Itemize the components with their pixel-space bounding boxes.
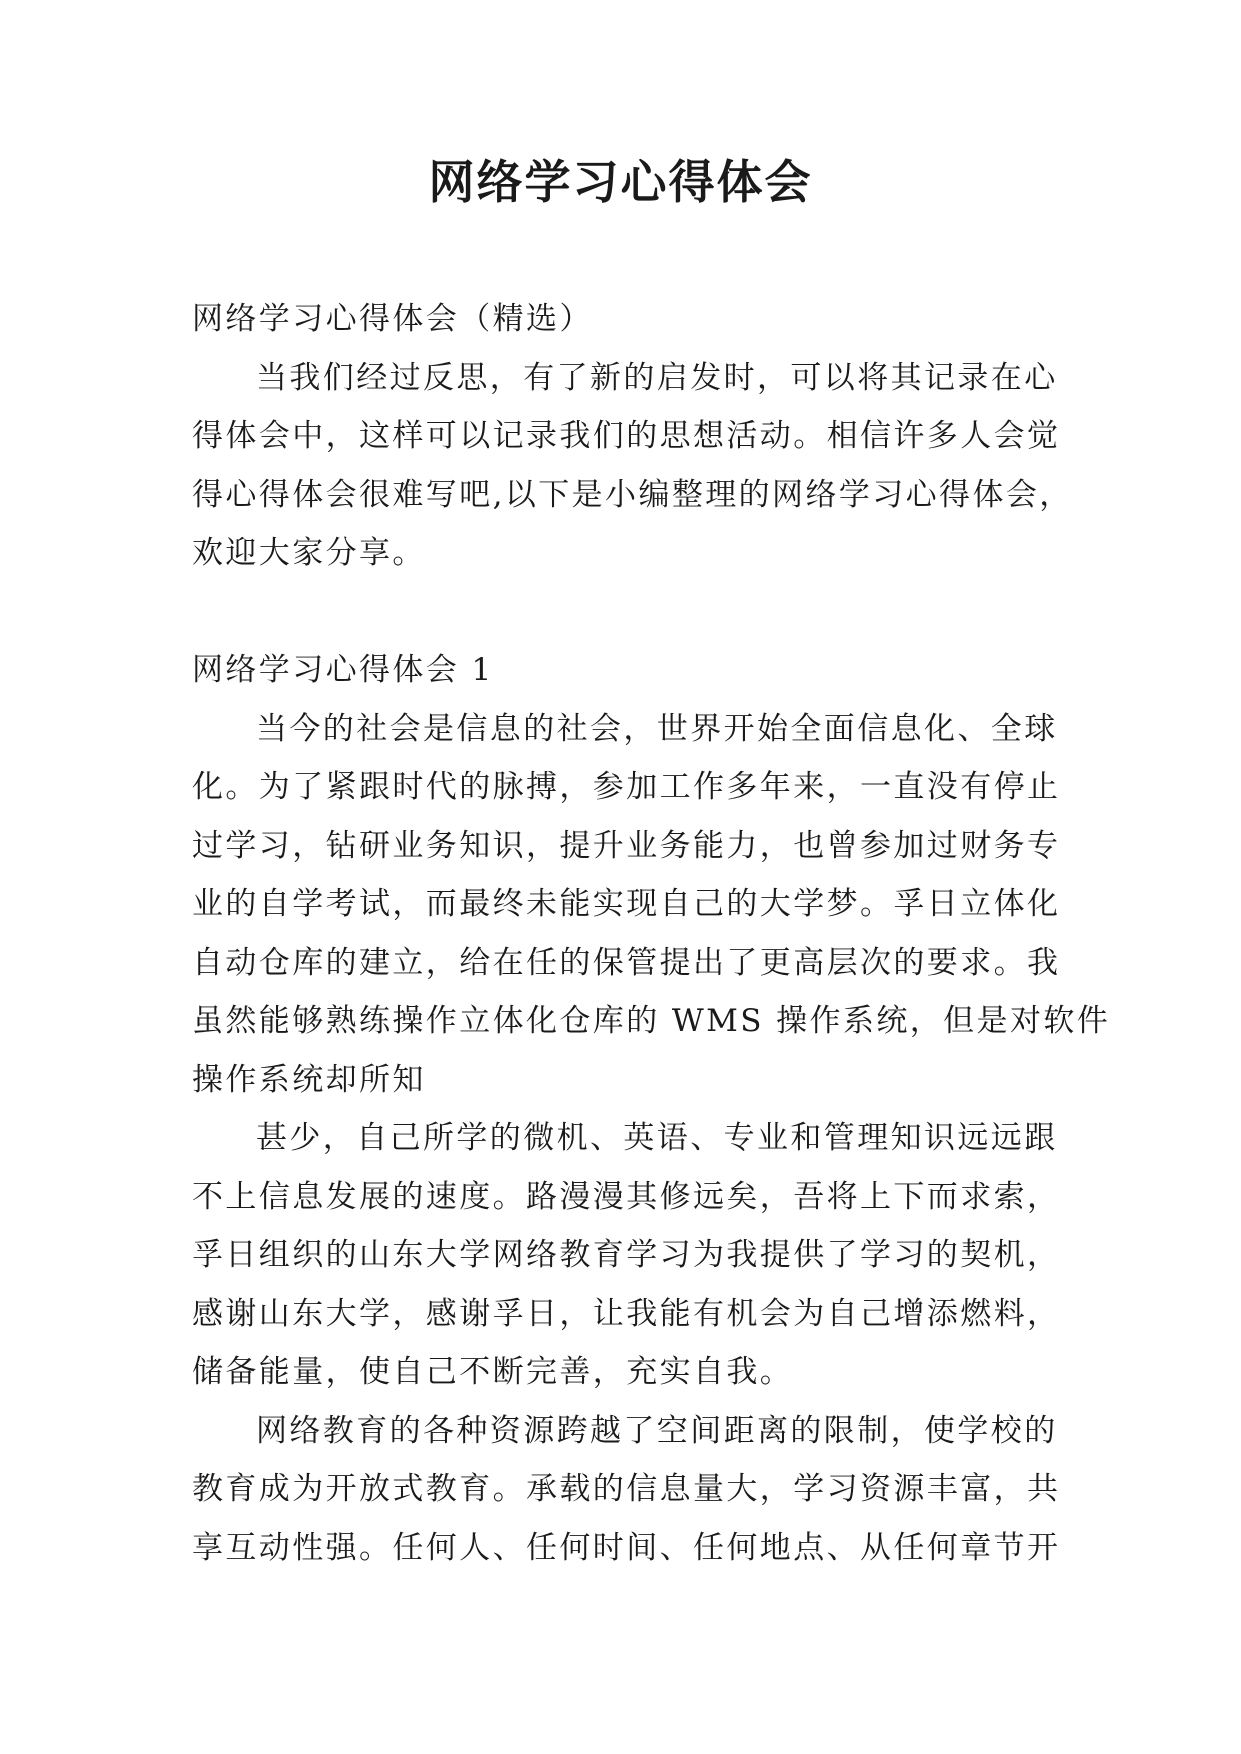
section-heading <box>192 290 1062 349</box>
paragraph-line: 欢迎大家分享。 <box>192 535 426 571</box>
paragraph-line: 自动仓库的建立，给在任的保管提出了更高层次的要求。我 <box>192 944 1061 981</box>
paragraph-line: 过学习，钻研业务知识，提升业务能力，也曾参加过财务专 <box>192 827 1061 864</box>
paragraph-line: 当我们经过反思，有了新的启发时，可以将其记录在心 <box>256 359 1058 396</box>
paragraph-line: 业的自学考试，而最终未能实现自己的大学梦。孚日立体化 <box>192 886 1061 922</box>
paragraph <box>192 1402 1062 1578</box>
paragraph-line: 化。为了紧跟时代的脉搏，参加工作多年来，一直没有停止 <box>192 769 1061 805</box>
paragraph-line: 操作系统却所知 <box>192 1061 426 1098</box>
paragraph-line: 甚少，自己所学的微机、英语、专业和管理知识远远跟 <box>256 1120 1058 1156</box>
paragraph-line: 得心得体会很难写吧,以下是小编整理的网络学习心得体会， <box>192 476 1073 513</box>
paragraph-line: 储备能量，使自己不断完善，充实自我。 <box>192 1354 794 1390</box>
document-title: 网络学习心得体会 <box>428 155 813 209</box>
document-body <box>192 290 1111 1577</box>
section-heading <box>192 641 1062 700</box>
paragraph-line: 教育成为开放式教育。承载的信息量大，学习资源丰富，共 <box>192 1471 1061 1507</box>
paragraph-line: 享互动性强。任何人、任何时间、任何地点、从任何章节开 <box>192 1529 1061 1566</box>
paragraph-line: 感谢山东大学，感谢孚日，让我能有机会为自己增添燃料， <box>192 1295 1061 1332</box>
paragraph-line: 虽然能够熟练操作立体化仓库的 WMS 操作系统，但是对软件 <box>192 1003 1111 1039</box>
paragraph <box>192 349 1073 583</box>
paragraph-line: 网络教育的各种资源跨越了空间距离的限制，使学校的 <box>256 1412 1058 1449</box>
paragraph <box>192 700 1111 1110</box>
paragraph-line: 不上信息发展的速度。路漫漫其修远矣，吾将上下而求索， <box>192 1178 1061 1215</box>
paragraph-line: 当今的社会是信息的社会，世界开始全面信息化、全球 <box>256 710 1058 747</box>
paragraph-line: 孚日组织的山东大学网络教育学习为我提供了学习的契机， <box>192 1237 1061 1273</box>
heading-text: 网络学习心得体会 1 <box>192 652 494 688</box>
paragraph <box>192 1109 1062 1402</box>
section-gap <box>192 583 1062 642</box>
heading-text: 网络学习心得体会（精选） <box>192 301 593 337</box>
paragraph-line: 得体会中，这样可以记录我们的思想活动。相信许多人会觉 <box>192 418 1061 454</box>
